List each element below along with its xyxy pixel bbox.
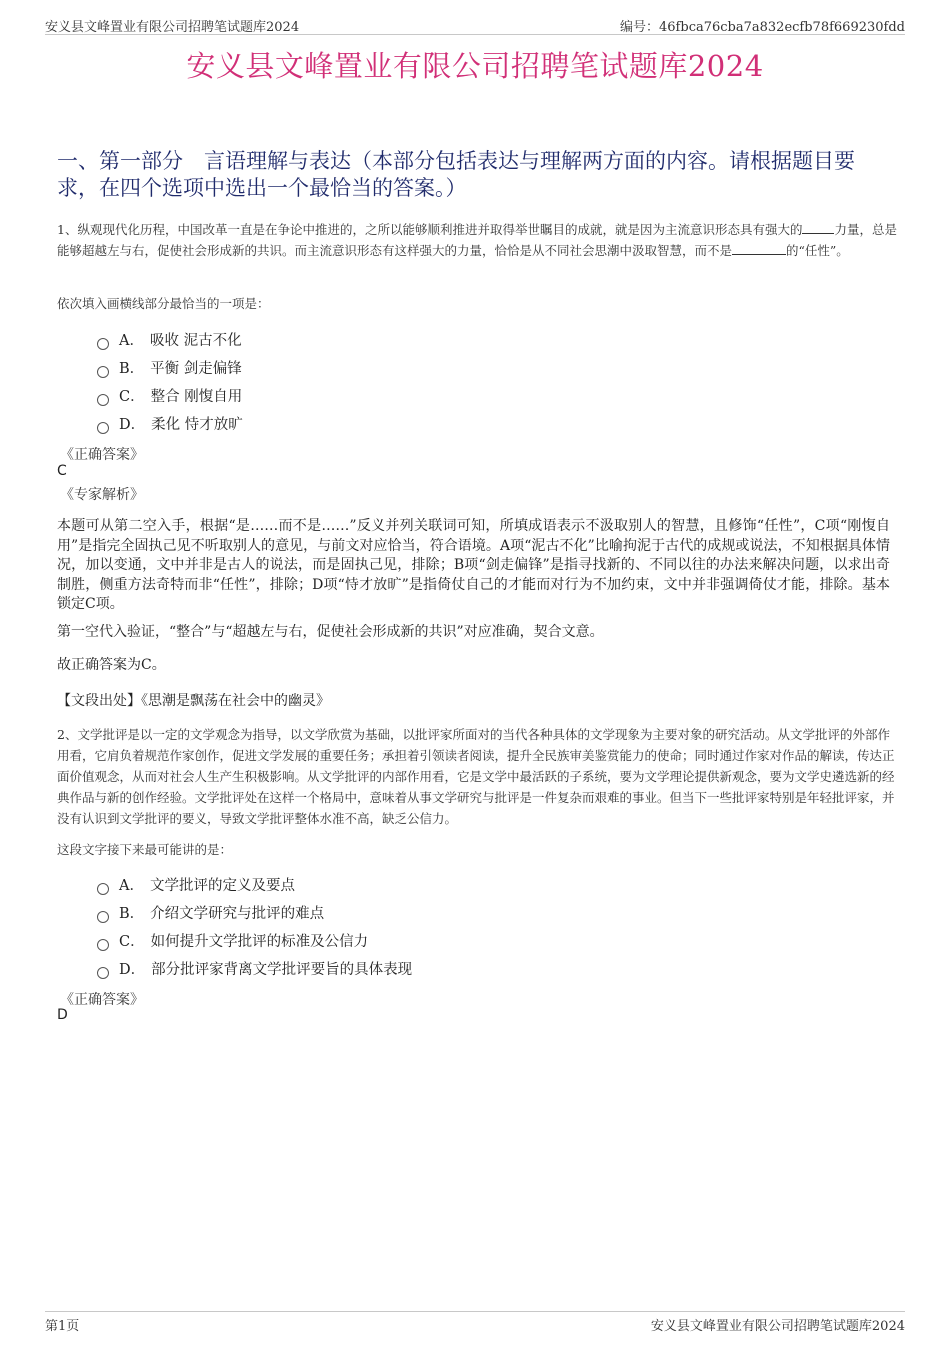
question-1-text-b: 力量，总是能够超越左与右，促使社会形成新的共识。而主流意识形态有这样强大的力量，恰恰是从不同社会思潮中汲取智慧，而不是 — [57, 222, 897, 258]
option-1b[interactable]: B． 平衡 剑走偏锋 — [97, 357, 242, 377]
radio-icon[interactable] — [97, 366, 109, 378]
question-2-prompt: 这段文字接下来最可能讲的是： — [57, 842, 233, 857]
page-number: 第1页 — [45, 1319, 80, 1334]
answer-label-2: 《正确答案》 — [60, 992, 144, 1008]
page-header — [45, 14, 905, 35]
question-2-text: 2、文学批评是以一定的文学观念为指导，以文学欣赏为基础，以批评家所面对的当代各种具体的文学现象为主要对象的研究活动。从文学批评的外部作用看，它肩负着规范作家创作，促进文学发展的重要任务；承担着引领读者阅读，提升全民族审美鉴赏能力的使命；同时通过作家对作品的解读，传达正面价值观念，从而对社会人生产生积极影响。从文学批评的内部作用看，它是文学中最活跃的子系统，要为文学理论提供新观念，要为文学史遴选新的经典作品与新的创作经验。文学批评处在这样一个格局中，意味着从事文学研究与批评是一件复杂而艰难的事业。但当下一些批评家特别是年轻批评家，并没有认识到文学批评的要义，导致文学批评整体水准不高，缺乏公信力。 — [57, 727, 895, 826]
option-2c[interactable]: C． 如何提升文学批评的标准及公信力 — [97, 930, 368, 950]
option-1a[interactable]: A． 吸收 泥古不化 — [97, 329, 242, 349]
radio-icon[interactable] — [97, 911, 109, 923]
question-1-prompt: 依次填入画横线部分最恰当的一项是： — [57, 296, 270, 311]
question-1-text-c: 的“任性”。 — [786, 243, 849, 258]
header-doc-id: 编号：46fbca76cba7a832ecfb78f669230fdd — [620, 20, 905, 35]
option-2d[interactable]: D． 部分批评家背离文学批评要旨的具体表现 — [97, 958, 412, 978]
option-2a[interactable]: A． 文学批评的定义及要点 — [97, 874, 295, 894]
analysis-label: 《专家解析》 — [60, 487, 144, 503]
question-1-text — [57, 219, 898, 261]
radio-icon[interactable] — [97, 394, 109, 406]
answer-label-1: 《正确答案》 — [60, 447, 144, 463]
header-doc-title: 安义县文峰置业有限公司招聘笔试题库2024 — [45, 20, 300, 35]
option-2b[interactable]: B． 介绍文学研究与批评的难点 — [97, 902, 324, 922]
analysis-paragraph-2: 第一空代入验证，“整合”与“超越左与右，促使社会形成新的共识”对应准确，契合文意。 — [57, 624, 604, 640]
radio-icon[interactable] — [97, 338, 109, 350]
footer-doc-title: 安义县文峰置业有限公司招聘笔试题库2024 — [650, 1319, 905, 1334]
question-1-text-a: 1、纵观现代化历程，中国改革一直是在争论中推进的，之所以能够顺利推进并取得举世瞩目的成就，就是因为主流意识形态具有强大的 — [57, 222, 803, 237]
page-title: 安义县文峰置业有限公司招聘笔试题库2024 — [186, 49, 764, 83]
option-1d[interactable]: D． 柔化 恃才放旷 — [97, 413, 243, 433]
source-citation: 【文段出处】《思潮是飘荡在社会中的幽灵》 — [57, 693, 330, 709]
page-footer — [45, 1311, 905, 1332]
fill-blank-2 — [732, 242, 786, 255]
answer-value-1: C — [57, 463, 67, 479]
section-heading: 一、第一部分 言语理解与表达（本部分包括表达与理解两方面的内容。请根据题目要求，在四个选项中选出一个最恰当的答案。） — [57, 149, 855, 200]
option-1c[interactable]: C． 整合 刚愎自用 — [97, 385, 242, 405]
radio-icon[interactable] — [97, 422, 109, 434]
radio-icon[interactable] — [97, 967, 109, 979]
answer-value-2: D — [57, 1007, 68, 1023]
analysis-paragraph-1: 本题可从第二空入手，根据“是……而不是……”反义并列关联词可知，所填成语表示不汲取别人的智慧，且修饰“任性”，C项“刚愎自用”是指完全固执己见不听取别人的意见，与前文对应恰当，符合语境。A项“泥古不化”比喻拘泥于古代的成规或说法，不知根据具体情况，加以变通，文中并非是古人的说法，而是固执己见，排除；B项“剑走偏锋”是指寻找新的、不同以往的办法来解决问题，以求出奇制胜，侧重方法奇特而非“任性”，排除；D项“恃才放旷”是指倚仗自己的才能而对行为不加约束，文中并非强调倚仗才能，排除。基本锁定C项。 — [57, 518, 890, 612]
analysis-paragraph-3: 故正确答案为C。 — [57, 657, 166, 673]
radio-icon[interactable] — [97, 883, 109, 895]
radio-icon[interactable] — [97, 939, 109, 951]
fill-blank-1 — [802, 221, 834, 234]
